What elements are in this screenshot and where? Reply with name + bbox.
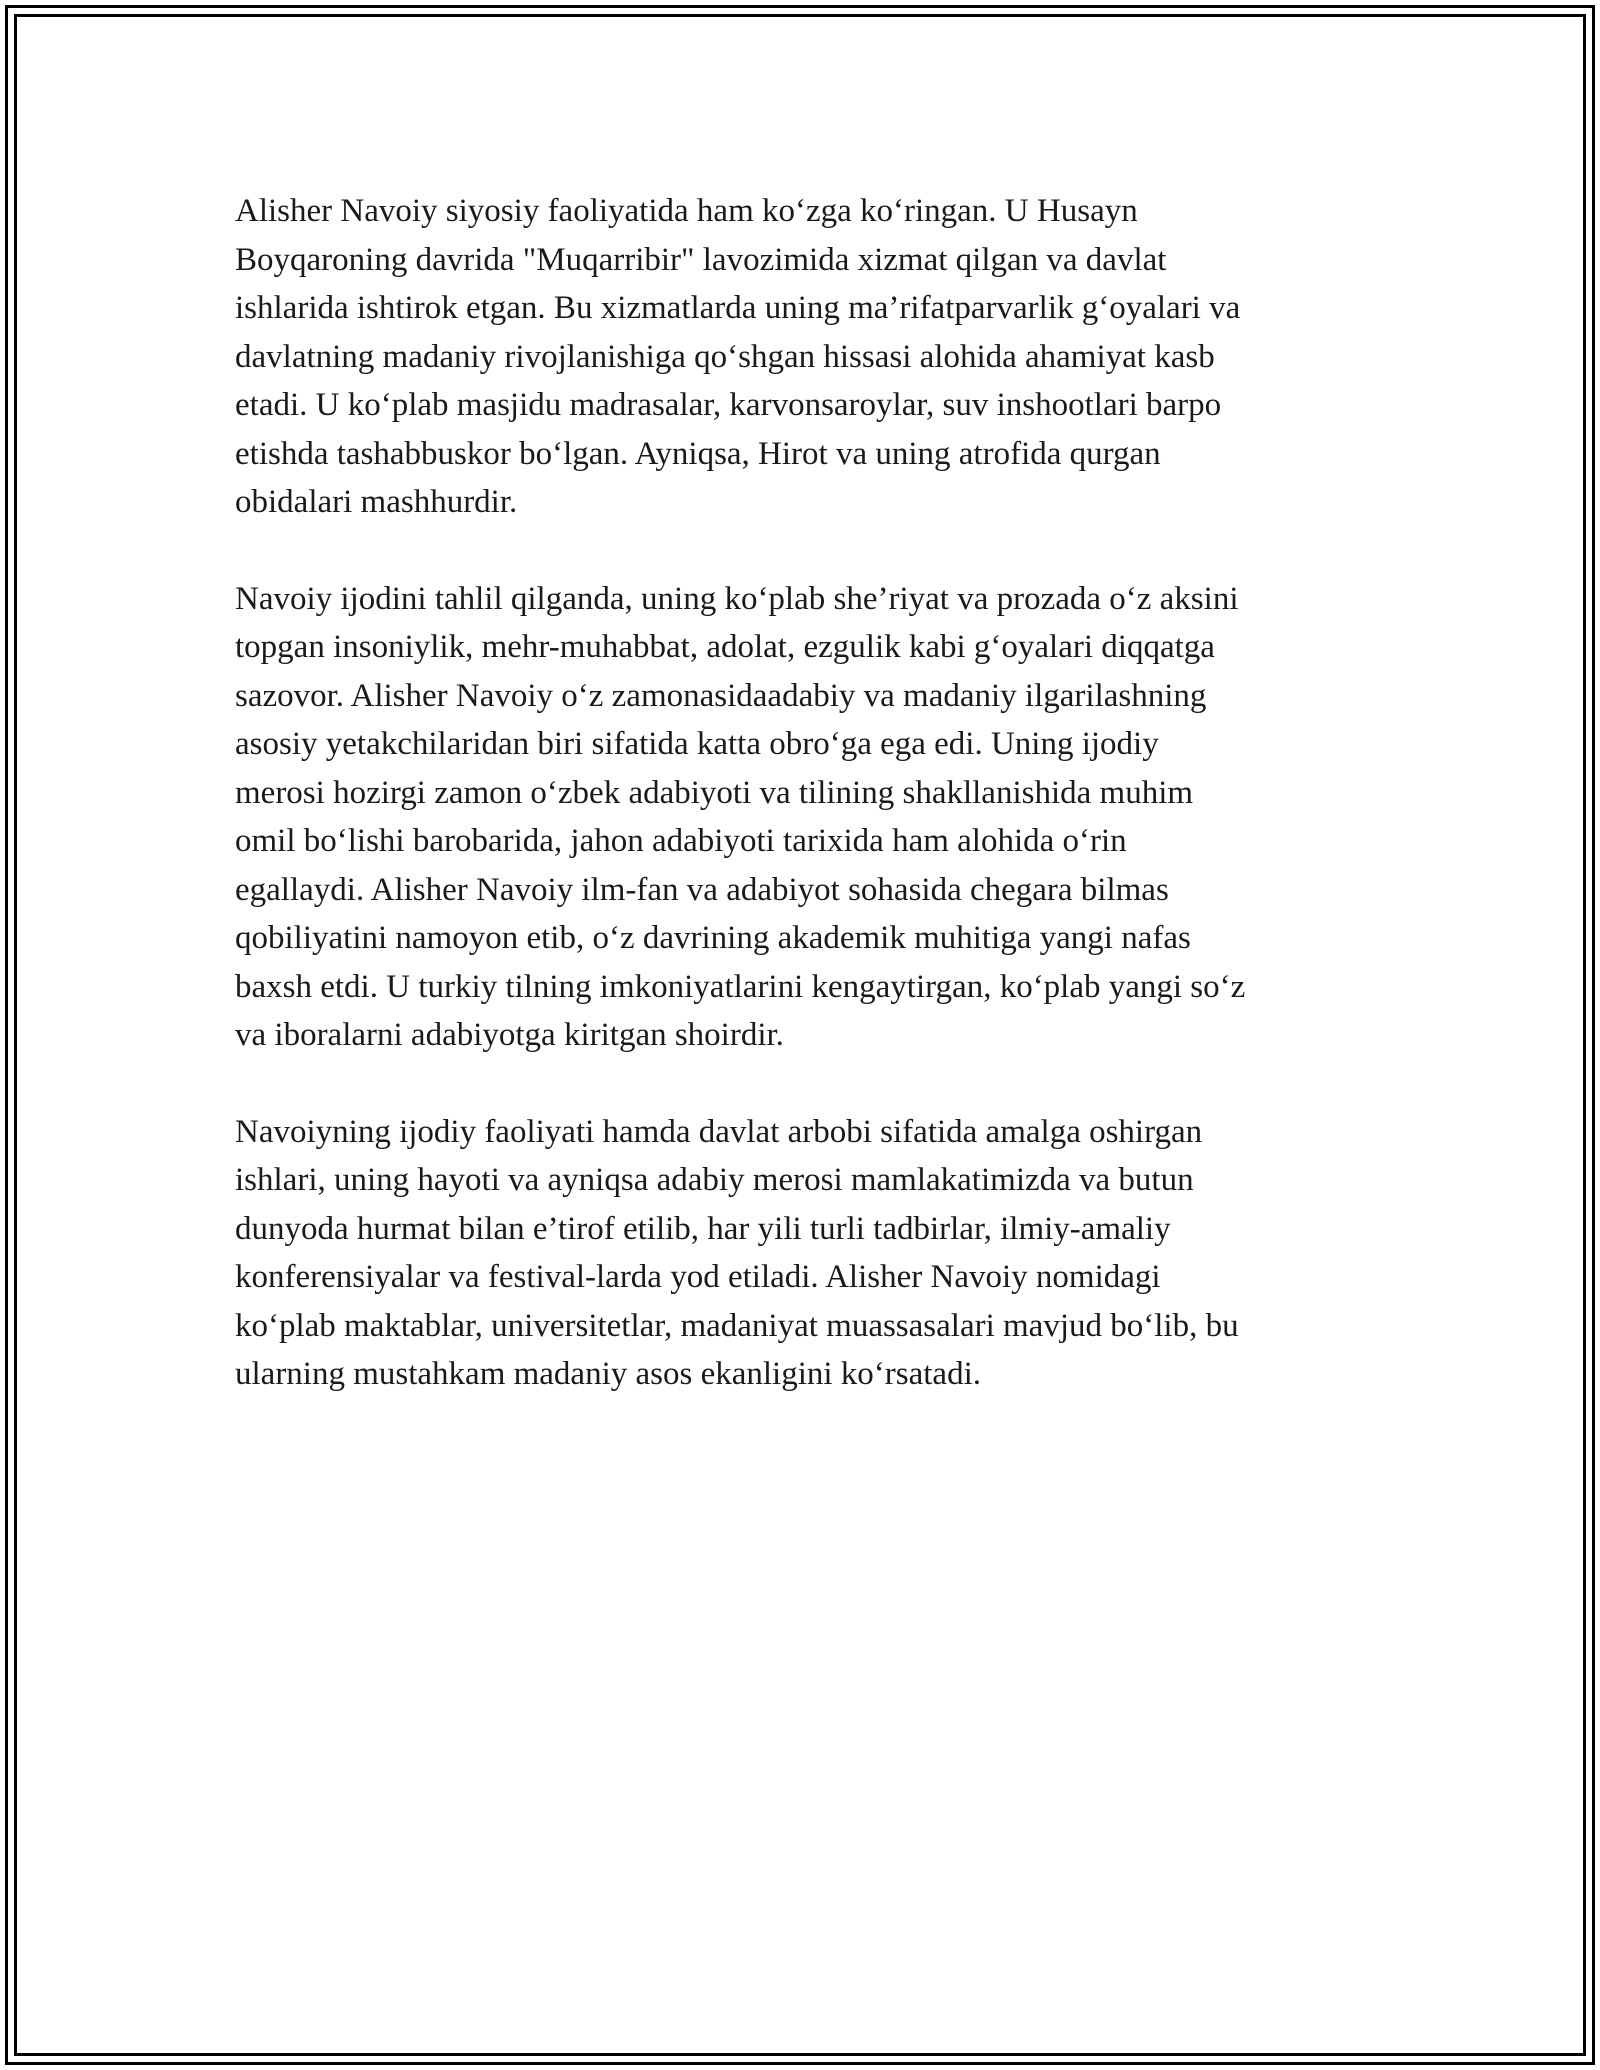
- document-body: [235, 187, 1370, 1447]
- paragraph-legacy: Navoiyning ijodiy faoliyati hamda davlat arbobi sifatida amalga oshirgan ishlari, uning hayoti va ayniqsa adabiy merosi mamlakatimizda va butun dunyoda hurmat bilan e’tirof etilib, har yili turli tadbirlar, ilmiy-amaliy konferensiyalar va festival-larda yod etiladi. Alisher Navoiy nomidagi ko‘plab maktablar, universitetlar, madaniyat muassasalari mavjud bo‘lib, bu ularning mustahkam madaniy asos ekanligini ko‘rsatadi.: [235, 1113, 1239, 1392]
- paragraph-political-activity: Alisher Navoiy siyosiy faoliyatida ham ko‘zga ko‘ringan. U Husayn Boyqaroning davrida "Muqarribir" lavozimida xizmat qilgan va davlat ishlarida ishtirok etgan. Bu xizmatlarda uning ma’rifatparvarlik g‘oyalari va davlatning madaniy rivojlanishiga qo‘shgan hissasi alohida ahamiyat kasb etadi. U ko‘plab masjidu madrasalar, karvonsaroylar, suv inshootlari barpo etishda tashabbuskor bo‘lgan. Ayniqsa, Hirot va uning atrofida qurgan obidalari mashhurdir.: [235, 193, 1241, 520]
- paragraph-creative-analysis: Navoiy ijodini tahlil qilganda, uning ko‘plab she’riyat va prozada o‘z aksini topgan insoniylik, mehr-muhabbat, adolat, ezgulik kabi g‘oyalari diqqatga sazovor. Alisher Navoiy o‘z zamonasidaadabiy va madaniy ilgarilashning asosiy yetakchilaridan biri sifatida katta obro‘ga ega edi. Uning ijodiy merosi hozirgi zamon o‘zbek adabiyoti va tilining shakllanishida muhim omil bo‘lishi barobarida, jahon adabiyoti tarixida ham alohida o‘rin egallaydi. Alisher Navoiy ilm-fan va adabiyot sohasida chegara bilmas qobiliyatini namoyon etib, o‘z davrining akademik muhitiga yangi nafas baxsh etdi. U turkiy tilning imkoniyatlarini kengaytirgan, ko‘plab yangi so‘z va iboralarni adabiyotga kiritgan shoirdir.: [235, 580, 1246, 1053]
